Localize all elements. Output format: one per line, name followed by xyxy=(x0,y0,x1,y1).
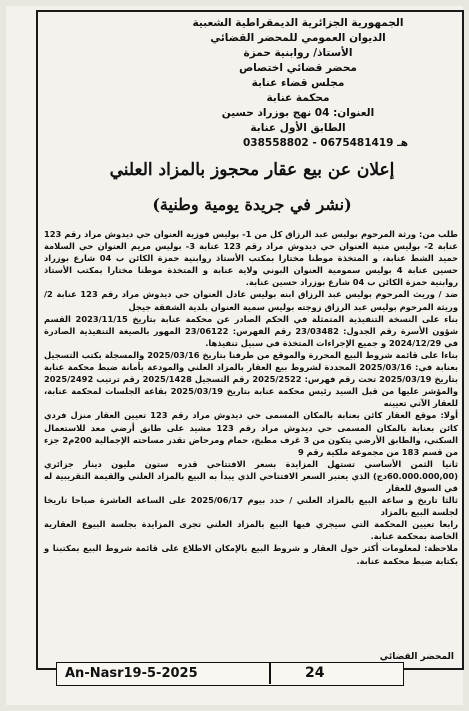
body-paragraph-price: ثانيا الثمن الأساسي تستهل المزايدة بسعر الافتتاحي قدره ستون مليون دينار جزائري (60.000.000,00دج) الذي يعتبر السعر الافتتاحي الذي يبدأ به البيع بالمزاد العلني والقيمة التقريبية له في السوق للعقار xyxy=(44,458,458,493)
newspaper-page xyxy=(6,6,463,705)
body-paragraph-conditions: بناءا على قائمة شروط البيع المحررة والموقع من طرفنا بتاريخ 2025/03/16 والمسجلة بكتب التسجيل بعنابة في: 2025/03/16 المحددة لشروط بيع العقار بالمزاد العلني والمودعة بأمانة ضبط محكمة عنابة بتاريخ 2025/03/19 تحت رقم فهرس: 2025/2522 رقم التسجيل 2025/1428 رقم ترتيب 2025/2492 والمؤشر عليها من قبل السيد رئيس محكمة عنابة بتاريخ 2025/03/19 بقاعة الجلسات لمحكمة عنابة، للعقار الآتي تعيينه xyxy=(44,349,458,409)
floor-line: الطابق الأول عنابة xyxy=(250,122,346,134)
body-paragraph-judgment: بناء على النسخة التنفيذية المتمثلة في الحكم الصادر عن محكمة عنابة بتاريخ 2023/11/15 القسم شؤون الأسرة رقم الجدول: 23/03482 رقم الفهرس: 23/06122 المهور بالصيغة التنفيذية الصادرة في 2024/12/29 و جميع الإجراءات المتخذة في سبيل تنفيذها. xyxy=(44,313,459,348)
notice-subtitle: (نشر في جريدة يومية وطنية) xyxy=(152,195,352,214)
body-paragraph-court: رابعا تعيين المحكمة التي سيجري فيها البيع بالمزاد العلني تجرى المزايدة بجلسة البيوع العقارية الخاصة بمحكمة عنابة. xyxy=(44,519,458,542)
page-number: 24 xyxy=(305,665,325,681)
bailiff-name: الأستاذ/ روابنية حمزة xyxy=(243,47,353,59)
competence-line: محضر قضائي اختصاص xyxy=(239,62,357,74)
phone-line: هـ 0675481419 - 038558802 xyxy=(242,137,408,149)
issue-label: An-Nasr19-5-2025 xyxy=(65,666,198,681)
body-paragraph-property: أولا: موقع العقار كائن بعنابة بالمكان المسمى حي ديدوش مراد رقم 123 تعيين العقار منزل فردي كائن بعنابة بالمكان المسمى حي ديدوش مراد رقم 123 مشيد على طابق أرضي معد للاستعمال السكني، والطابق الأرضي يتكون من 3 غرف مطبخ، حمام ومرحاض تقدر مساحته الإجمالية 200م2 جزء من قسم 183 من مجموعة ملكية رقم 9 xyxy=(44,410,458,457)
notice-header xyxy=(188,16,408,151)
republic-line: الجمهورية الجزائرية الديمقراطية الشعبية xyxy=(192,17,404,29)
notice-title: إعلان عن بيع عقار محجوز بالمزاد العلني xyxy=(109,160,395,180)
body-paragraph-applicants: طلب من: ورثة المرحوم بوليس عبد الرزاق كل من 1- بوليس فوزية العنوان حي ديدوش مراد رقم 123 عنابة 2- بوليس منية العنوان حي ديدوش مراد رقم 123 عنابة 3- بوليس مريم العنوان حي السلامة حميد الشط عنابة، و المتخذة موطنا مختارا بمكتب الأستاذ روابنية حمزة الكائن ب 04 شارع بوزراد حسين عنابة 4 بوليس سمومية العنوان البوني ولاية عنابة و المتخذة موطنا مختارا بمكتب الأستاذ روابنية حمزة الكائن ب 04 شارع بوزراد حسين عنابة. xyxy=(44,229,459,288)
court-line: محكمة عنابة xyxy=(266,92,330,104)
office-line: الديوان العمومي للمحضر القضائي xyxy=(210,32,386,44)
signature: المحضر القضائي xyxy=(379,652,454,662)
address-line: العنوان: 04 نهج بوزراد حسين xyxy=(221,107,375,119)
page-footer xyxy=(56,662,404,686)
footer-divider xyxy=(269,663,271,684)
announcement-frame xyxy=(36,10,464,670)
notice-body xyxy=(44,228,458,567)
body-paragraph-against: ضد / وريث المرحوم بوليس عبد الرزاق ابنه بوليس عادل العنوان حي ديدوش مراد رقم 123 عنابة 2/ وريثة المرحوم بوليس عبد الرزاق زوجته بوليس سمية العنوان بلدية الشفقة جيجل xyxy=(44,289,458,312)
body-paragraph-date: ثالثا تاريخ و ساعة البيع بالمزاد العلني / حدد بيوم 2025/06/17 على الساعة العاشرة صباحا تاريخا لجلسة البيع بالمزاد xyxy=(44,495,458,518)
council-line: مجلس قضاء عنابة xyxy=(251,77,345,89)
body-paragraph-note: ملاحظة: لمعلومات أكثر حول العقار و شروط البيع بالإمكان الاطلاع على قائمة شروط البيع بمكتبنا و بكتابة ضبط محكمة عنابة. xyxy=(44,543,458,566)
